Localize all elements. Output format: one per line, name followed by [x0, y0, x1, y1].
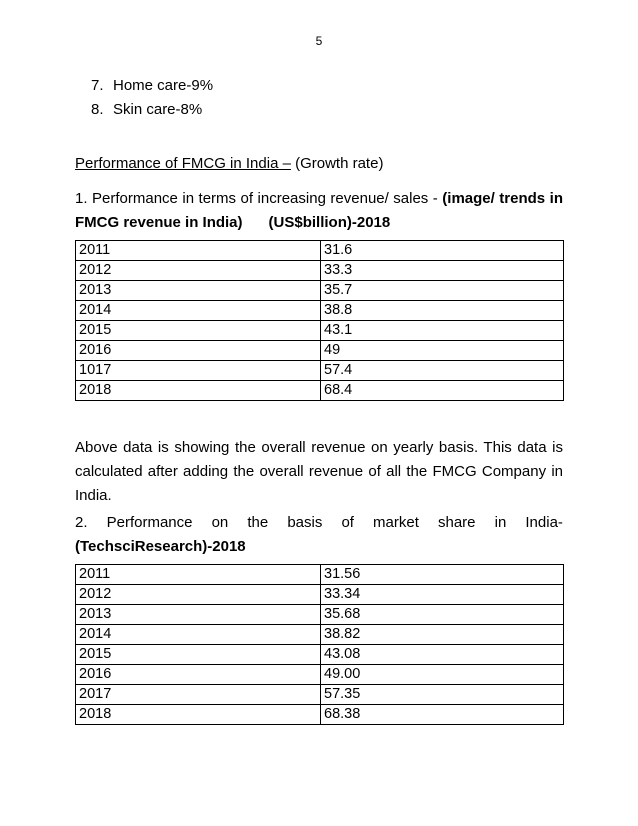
- year-cell: 2014: [76, 625, 321, 645]
- year-cell: 2013: [76, 605, 321, 625]
- year-cell: 2018: [76, 381, 321, 401]
- table-row: [76, 281, 564, 301]
- market-share-table: [75, 564, 564, 725]
- list-item: [91, 74, 213, 98]
- value-cell: 35.68: [321, 605, 564, 625]
- paragraph-word: the: [247, 514, 269, 531]
- value-cell: 33.34: [321, 585, 564, 605]
- year-cell: 2011: [76, 241, 321, 261]
- paragraph-word: share: [437, 514, 476, 531]
- year-cell: 2011: [76, 565, 321, 585]
- table-row: [76, 301, 564, 321]
- year-cell: 2017: [76, 685, 321, 705]
- table-row: [76, 261, 564, 281]
- table-row: [76, 685, 564, 705]
- value-cell: 35.7: [321, 281, 564, 301]
- paragraph-word: in: [494, 514, 507, 531]
- revenue-paragraph-text: 1. Performance in terms of increasing revenue/ sales -: [75, 190, 443, 207]
- value-cell: 31.6: [321, 241, 564, 261]
- section-heading-rest: (Growth rate): [290, 155, 384, 172]
- table-row: [76, 241, 564, 261]
- year-cell: 1017: [76, 361, 321, 381]
- list-item-number: 8.: [91, 101, 104, 118]
- table-row: [76, 565, 564, 585]
- value-cell: 33.3: [321, 261, 564, 281]
- table-row: [76, 645, 564, 665]
- revenue-explanation: Above data is showing the overall revenue on yearly basis. This data is calculated after adding the overall revenue of all the FMCG Company in India.: [75, 439, 563, 504]
- paragraph-word: basis: [287, 514, 323, 531]
- year-cell: 2013: [76, 281, 321, 301]
- list-item-number: 7.: [91, 77, 104, 94]
- list-item-text: Home care-9%: [113, 77, 214, 94]
- table-row: [76, 665, 564, 685]
- table-row: [76, 341, 564, 361]
- year-cell: 2018: [76, 705, 321, 725]
- table-row: [76, 361, 564, 381]
- list-item: [91, 98, 213, 122]
- paragraph-word: of: [341, 514, 354, 531]
- revenue-paragraph-bold-1: (image/ trends in FMCG revenue in India): [75, 190, 563, 231]
- value-cell: 49.00: [321, 665, 564, 685]
- value-cell: 43.08: [321, 645, 564, 665]
- value-cell: 68.38: [321, 705, 564, 725]
- value-cell: 68.4: [321, 381, 564, 401]
- year-cell: 2014: [76, 301, 321, 321]
- value-cell: 57.4: [321, 361, 564, 381]
- category-list: [91, 74, 213, 122]
- market-share-paragraph: [75, 511, 563, 559]
- table-row: [76, 605, 564, 625]
- year-cell: 2015: [76, 645, 321, 665]
- table-row: [76, 585, 564, 605]
- value-cell: 38.8: [321, 301, 564, 321]
- year-cell: 2012: [76, 585, 321, 605]
- revenue-paragraph-bold-2: (US$billion)-2018: [268, 214, 391, 231]
- table-row: [76, 625, 564, 645]
- list-item-text: Skin care-8%: [113, 101, 203, 118]
- paragraph-word: market: [373, 514, 419, 531]
- year-cell: 2016: [76, 341, 321, 361]
- value-cell: 38.82: [321, 625, 564, 645]
- revenue-paragraph: [75, 187, 563, 235]
- value-cell: 31.56: [321, 565, 564, 585]
- paragraph-word: on: [211, 514, 229, 531]
- table-row: [76, 381, 564, 401]
- section-heading-underlined: Performance of FMCG in India –: [75, 155, 291, 172]
- revenue-table: [75, 240, 564, 401]
- paragraph-word: India-: [525, 514, 563, 531]
- paragraph-word: 2.: [75, 514, 88, 531]
- year-cell: 2012: [76, 261, 321, 281]
- paragraph-word: Performance: [106, 514, 193, 531]
- value-cell: 57.35: [321, 685, 564, 705]
- market-share-paragraph-line: [75, 511, 563, 535]
- year-cell: 2016: [76, 665, 321, 685]
- market-share-paragraph-bold: (TechsciResearch)-2018: [75, 538, 246, 555]
- value-cell: 49: [321, 341, 564, 361]
- table-row: [76, 705, 564, 725]
- value-cell: 43.1: [321, 321, 564, 341]
- table-row: [76, 321, 564, 341]
- year-cell: 2015: [76, 321, 321, 341]
- section-heading: [75, 155, 383, 172]
- page-number: 5: [315, 34, 323, 48]
